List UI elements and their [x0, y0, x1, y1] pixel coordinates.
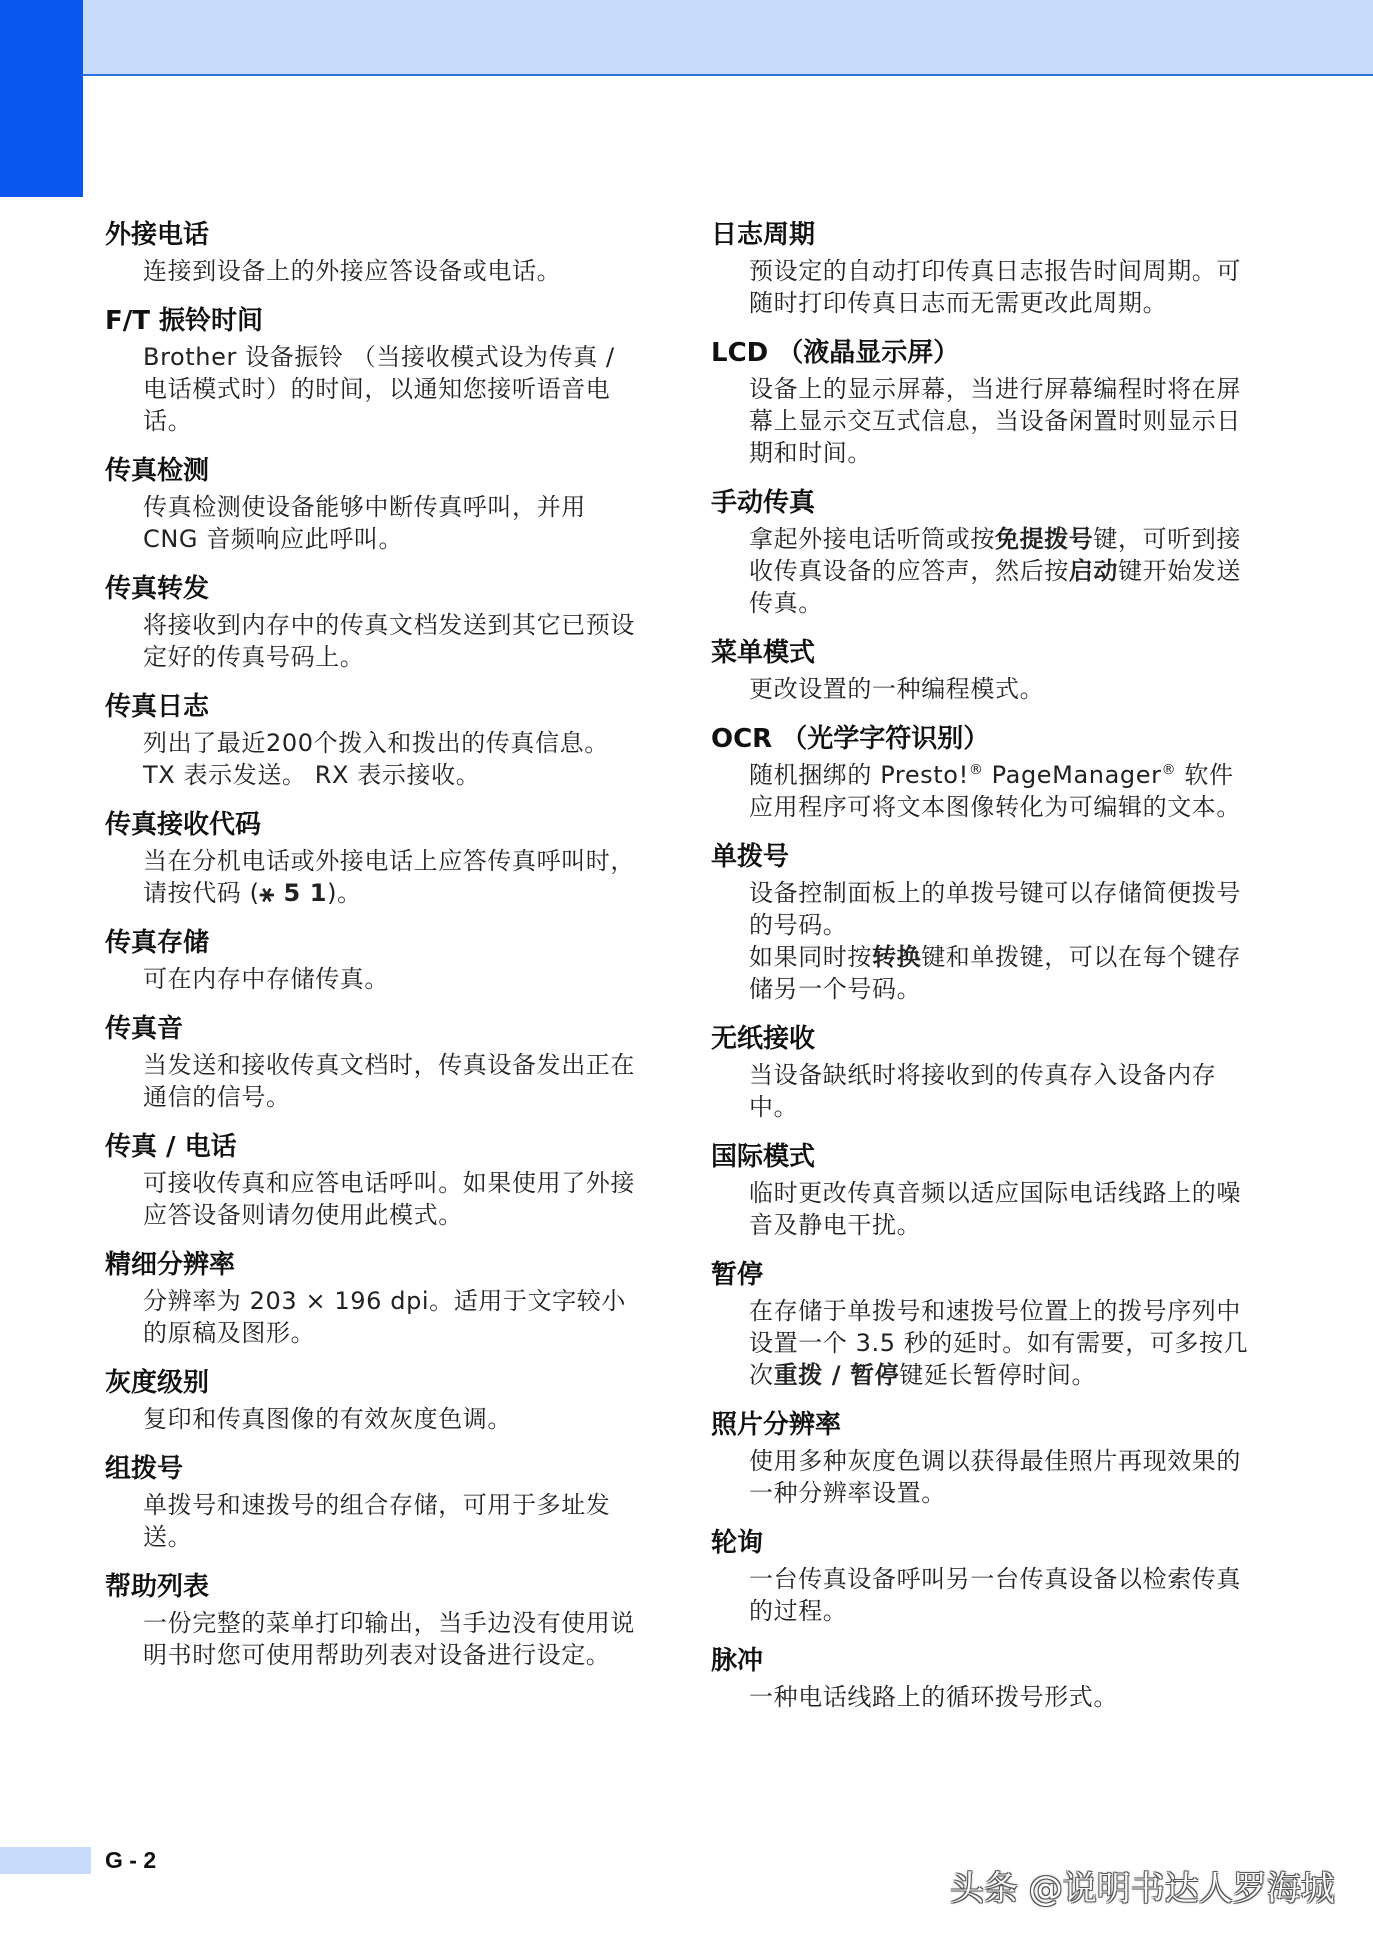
glossary-definition: 预设定的自动打印传真日志报告时间周期。可随时打印传真日志而无需更改此周期。 [749, 257, 1241, 317]
glossary-term: 照片分辨率 [711, 1410, 842, 1440]
glossary-definition: 传真检测使设备能够中断传真呼叫，并用 CNG 音频响应此呼叫。 [143, 493, 586, 553]
definition-text: 键和单拨键，可以在每个键存储另一个号码。 [749, 943, 1242, 1003]
key-name: 免提拨号 [995, 525, 1094, 553]
glossary-entry [711, 486, 1251, 619]
key-code: ⚹ 5 1 [259, 879, 328, 907]
glossary-term: 灰度级别 [105, 1368, 210, 1398]
glossary-entry [711, 1526, 1251, 1627]
definition-line: 设备控制面板上的单拨号键可以存储简便拨号的号码。 [749, 879, 1241, 939]
glossary-definition [749, 877, 1251, 1005]
glossary-definition: 一种电话线路上的循环拨号形式。 [749, 1683, 1118, 1711]
glossary-entry [711, 1258, 1251, 1391]
registered-mark: ® [1161, 762, 1177, 778]
glossary-definition: 临时更改传真音频以适应国际电话线路上的噪音及静电干扰。 [749, 1179, 1241, 1239]
glossary-term: 传真转发 [105, 574, 210, 604]
glossary-term: 传真 / 电话 [105, 1132, 237, 1162]
glossary-definition [143, 727, 645, 791]
glossary-term: 脉冲 [711, 1646, 764, 1676]
glossary-term: 帮助列表 [105, 1572, 210, 1602]
glossary-term: 单拨号 [711, 842, 790, 872]
glossary-entry [105, 304, 645, 437]
glossary-entry [105, 1012, 645, 1113]
glossary-term: 外接电话 [105, 220, 210, 250]
page-number: G - 2 [105, 1847, 157, 1873]
glossary-definition: 连接到设备上的外接应答设备或电话。 [143, 257, 562, 285]
glossary-entry [105, 454, 645, 555]
glossary-term: 国际模式 [711, 1142, 816, 1172]
glossary-definition: 复印和传真图像的有效灰度色调。 [143, 1405, 512, 1433]
glossary-entry [711, 840, 1251, 1005]
glossary-column-left [105, 218, 645, 1688]
glossary-entry [105, 572, 645, 673]
glossary-term: 传真检测 [105, 456, 210, 486]
glossary-term: 手动传真 [711, 488, 816, 518]
definition-text: PageManager [983, 761, 1162, 789]
glossary-entry [105, 808, 645, 909]
glossary-entry [711, 636, 1251, 705]
glossary-entry [711, 1140, 1251, 1241]
glossary-term: 传真音 [105, 1014, 184, 1044]
definition-text: 在存储于单拨号和速拨号位置上的拨号序列中设置一个 3.5 秒的延时。如有需要，可多按几次 [749, 1297, 1249, 1389]
definition-line: TX 表示发送。 RX 表示接收。 [143, 761, 481, 789]
glossary-term: 组拨号 [105, 1454, 184, 1484]
header-band [0, 0, 1373, 76]
glossary-definition: 将接收到内存中的传真文档发送到其它已预设定好的传真号码上。 [143, 611, 635, 671]
definition-text: 键开始发送传真。 [749, 557, 1242, 617]
glossary-term: F/T 振铃时间 [105, 306, 264, 336]
glossary-definition [143, 845, 645, 909]
watermark: 头条 @说明书达人罗海城 [950, 1869, 1335, 1909]
glossary-column-right [711, 218, 1251, 1730]
glossary-definition: 一份完整的菜单打印输出，当手边没有使用说明书时您可使用帮助列表对设备进行设定。 [143, 1609, 635, 1669]
definition-text: 当在分机电话或外接电话上应答传真呼叫时，请按代码 ( [143, 847, 635, 907]
definition-text: 如果同时按 [749, 943, 872, 971]
glossary-entry [711, 1408, 1251, 1509]
page-number-tab [0, 1847, 91, 1874]
key-name: 转换 [872, 943, 922, 971]
glossary-term: 传真日志 [105, 692, 210, 722]
glossary-term: 传真接收代码 [105, 810, 262, 840]
glossary-term: 传真存储 [105, 928, 210, 958]
glossary-definition: 当发送和接收传真文档时，传真设备发出正在通信的信号。 [143, 1051, 635, 1111]
definition-line [749, 941, 1251, 1005]
definition-text: )。 [327, 879, 362, 907]
glossary-definition: 使用多种灰度色调以获得最佳照片再现效果的一种分辨率设置。 [749, 1447, 1241, 1507]
glossary-entry [711, 1022, 1251, 1123]
glossary-entry [711, 722, 1251, 823]
glossary-entry [105, 1248, 645, 1349]
chapter-tab [0, 0, 83, 197]
glossary-definition: 一台传真设备呼叫另一台传真设备以检索传真的过程。 [749, 1565, 1241, 1625]
glossary-entry [105, 1366, 645, 1435]
definition-text: 键延长暂停时间。 [899, 1361, 1097, 1389]
glossary-term: 暂停 [711, 1260, 764, 1290]
definition-text: 随机捆绑的 Presto! [749, 761, 969, 789]
glossary-entry [105, 1130, 645, 1231]
glossary-definition [749, 523, 1251, 619]
glossary-definition: 更改设置的一种编程模式。 [749, 675, 1045, 703]
glossary-definition: Brother 设备振铃 （当接收模式设为传真 / 电话模式时）的时间，以通知您接听语音电话。 [143, 343, 615, 435]
glossary-entry [711, 336, 1251, 469]
glossary-term: 轮询 [711, 1528, 764, 1558]
definition-text: 拿起外接电话听筒或按 [749, 525, 995, 553]
key-name: 启动 [1068, 557, 1119, 585]
glossary-definition: 设备上的显示屏幕，当进行屏幕编程时将在屏幕上显示交互式信息，当设备闲置时则显示日期和时间。 [749, 375, 1241, 467]
registered-mark: ® [968, 762, 984, 778]
glossary-definition: 可接收传真和应答电话呼叫。如果使用了外接应答设备则请勿使用此模式。 [143, 1169, 635, 1229]
glossary-entry [105, 218, 645, 287]
glossary-term: OCR （光学字符识别） [711, 724, 990, 754]
glossary-entry [105, 926, 645, 995]
glossary-definition: 当设备缺纸时将接收到的传真存入设备内存中。 [749, 1061, 1217, 1121]
glossary-definition [749, 1295, 1251, 1391]
key-name: 重拨 / 暂停 [773, 1361, 900, 1389]
glossary-entry [105, 1570, 645, 1671]
glossary-definition [749, 759, 1251, 823]
glossary-entry [105, 1452, 645, 1553]
glossary-term: LCD （液晶显示屏） [711, 338, 960, 368]
glossary-entry [711, 1644, 1251, 1713]
glossary-term: 精细分辨率 [105, 1250, 236, 1280]
glossary-entry [105, 690, 645, 791]
glossary-term: 日志周期 [711, 220, 816, 250]
glossary-entry [711, 218, 1251, 319]
glossary-term: 菜单模式 [711, 638, 816, 668]
glossary-term: 无纸接收 [711, 1024, 816, 1054]
definition-text: 键，可听到接收传真设备的应答声，然后按 [749, 525, 1242, 585]
glossary-definition: 可在内存中存储传真。 [143, 965, 389, 993]
definition-text: 软件应用程序可将文本图像转化为可编辑的文本。 [749, 761, 1241, 821]
glossary-definition: 分辨率为 203 × 196 dpi。适用于文字较小的原稿及图形。 [143, 1287, 626, 1347]
glossary-definition: 单拨号和速拨号的组合存储，可用于多址发送。 [143, 1491, 611, 1551]
definition-line: 列出了最近200个拨入和拨出的传真信息。 [143, 729, 609, 757]
